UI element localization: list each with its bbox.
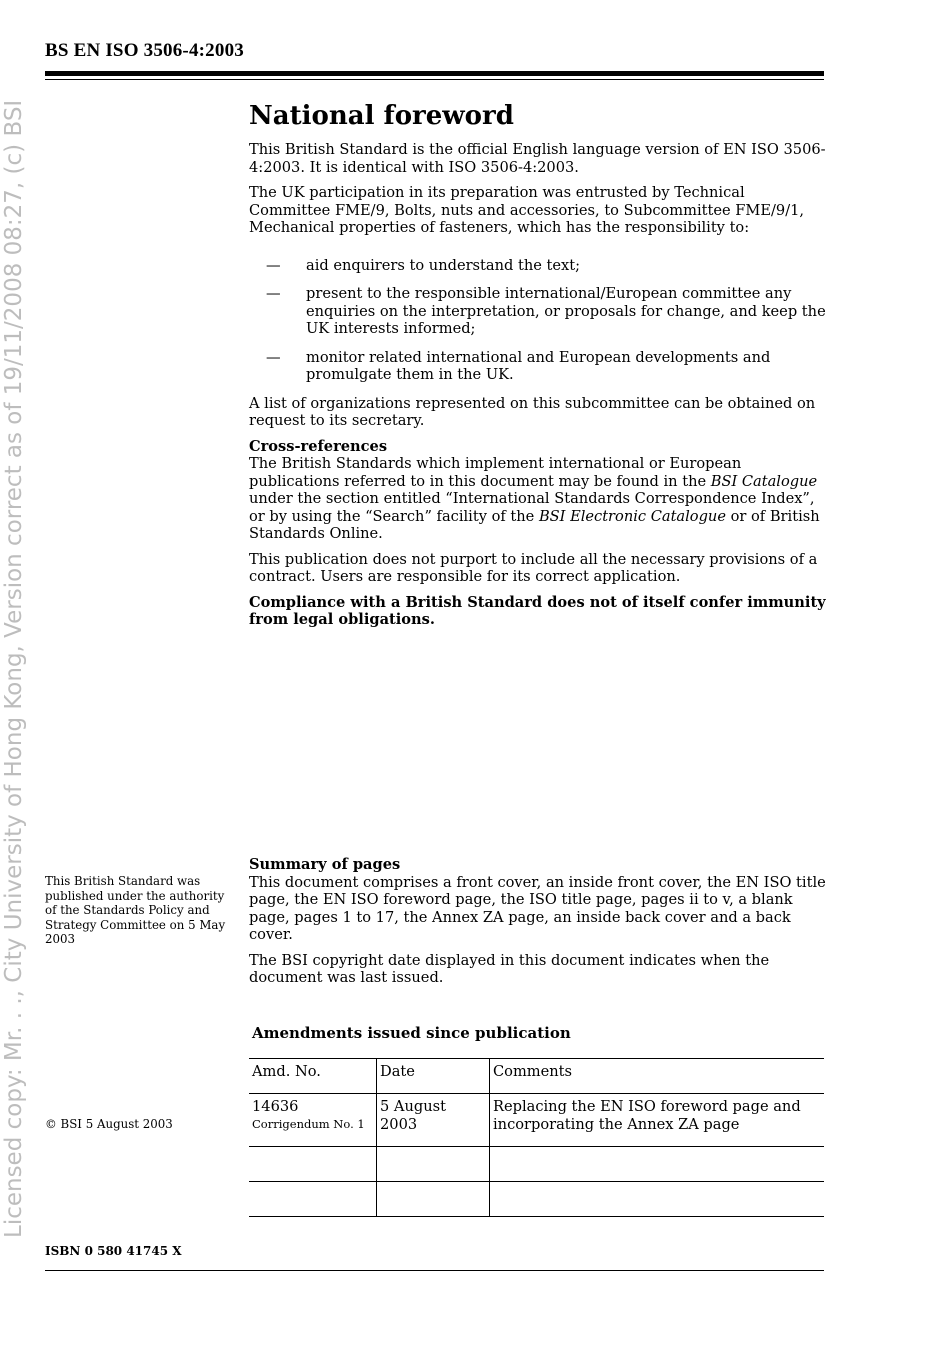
empty-cell <box>490 1147 825 1182</box>
crossref-text-c: under the section entitled “International Standards Correspondence Index”, or by using the “Search” facility of the <box>249 490 815 525</box>
summary-of-pages-section <box>249 856 827 995</box>
footer-rule <box>45 1270 824 1271</box>
empty-cell <box>377 1182 490 1217</box>
list-item <box>249 349 827 384</box>
copyright-notice: © BSI 5 August 2003 <box>45 1117 173 1131</box>
list-item-text: monitor related international and European developments and promulgate them in the UK. <box>306 348 771 383</box>
responsibility-list <box>249 257 827 384</box>
list-item-text: aid enquirers to understand the text; <box>306 256 581 274</box>
cross-references-heading: Cross-references <box>249 437 388 455</box>
header-rule-thin <box>45 79 824 80</box>
empty-cell <box>490 1182 825 1217</box>
document-header-title: BS EN ISO 3506-4:2003 <box>45 40 244 61</box>
column-header-date: Date <box>377 1059 490 1094</box>
date-cell: 5 August 2003 <box>377 1094 490 1147</box>
amendments-table <box>249 1058 824 1217</box>
amendments-title: Amendments issued since publication <box>252 1024 571 1042</box>
page-title: National foreword <box>249 101 514 131</box>
comments-cell: Replacing the EN ISO foreword page and incorporating the Annex ZA page <box>490 1094 825 1147</box>
publication-authority-note: This British Standard was published under the authority of the Standards Policy and Strategy Committee on 5 May 2003 <box>45 874 226 946</box>
compliance-statement: Compliance with a British Standard does not of itself confer immunity from legal obligations. <box>249 593 826 628</box>
foreword-paragraph-4: This publication does not purport to include all the necessary provisions of a contract. Users are responsible for its correct application. <box>249 550 818 585</box>
foreword-paragraph-2: The UK participation in its preparation was entrusted by Technical Committee FME/9, Bolts, nuts and accessories, to Subcommittee FME/9/1, Mechanical properties of fasteners, which has the responsibility to: <box>249 184 805 236</box>
crossref-text-a: The British Standards which implement international or European publications referred to in this document may be found in the <box>249 455 742 490</box>
cross-references-paragraph <box>249 455 827 543</box>
amd-no-cell <box>249 1094 377 1147</box>
amd-number: 14636 <box>252 1098 299 1115</box>
empty-cell <box>249 1147 377 1182</box>
column-header-comments: Comments <box>490 1059 825 1094</box>
bsi-catalogue-title: BSI Catalogue <box>710 472 818 490</box>
dash-bullet: — <box>266 256 281 274</box>
list-item-text: present to the responsible international/European committee any enquiries on the interpretation, or proposals for change, and keep the UK interests informed; <box>306 285 826 337</box>
dash-bullet: — <box>266 348 281 366</box>
crossref-text-e: or of British Standards Online. <box>249 507 820 542</box>
foreword-paragraph-3: A list of organizations represented on this subcommittee can be obtained on request to its secretary. <box>249 394 816 429</box>
foreword-paragraph-1: This British Standard is the official English language version of EN ISO 3506-4:2003. It is identical with ISO 3506-4:2003. <box>249 141 826 176</box>
table-row <box>249 1147 824 1182</box>
national-foreword-section <box>249 100 827 637</box>
dash-bullet: — <box>266 285 281 302</box>
summary-paragraph-2: The BSI copyright date displayed in this document indicates when the document was last issued. <box>249 951 770 986</box>
list-item <box>249 257 827 275</box>
table-row <box>249 1094 824 1147</box>
bsi-electronic-catalogue-title: BSI Electronic Catalogue <box>538 507 726 525</box>
table-header-row <box>249 1059 824 1094</box>
summary-paragraph-1: This document comprises a front cover, an inside front cover, the EN ISO title page, the EN ISO foreword page, the ISO title page, pages ii to v, a blank page, pages 1 to 17, the Annex ZA page, an inside back cover and a back cover. <box>249 873 826 943</box>
list-item <box>249 285 827 338</box>
column-header-amd-no: Amd. No. <box>249 1059 377 1094</box>
amd-type: Corrigendum No. 1 <box>252 1116 365 1131</box>
header-rule-thick <box>45 71 824 76</box>
table-row <box>249 1182 824 1217</box>
empty-cell <box>249 1182 377 1217</box>
summary-heading: Summary of pages <box>249 856 401 873</box>
isbn-number: ISBN 0 580 41745 X <box>45 1244 182 1258</box>
license-watermark: Licensed copy: Mr. . ., City University of Hong Kong, Version correct as of 19/11/2008 08:27, (c) BSI <box>1 99 27 1238</box>
empty-cell <box>377 1147 490 1182</box>
